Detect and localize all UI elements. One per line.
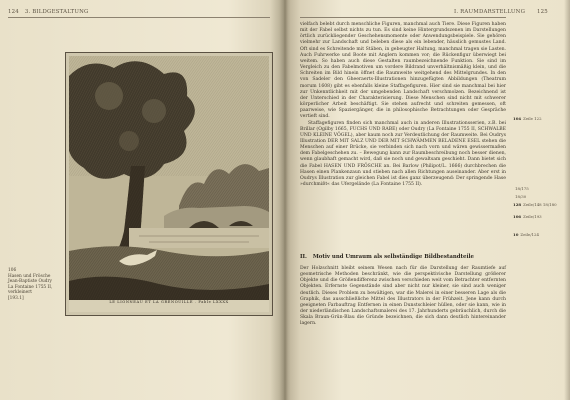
body-text (300, 22, 506, 188)
body-paragraph: vielfach belebt durch menschliche Figuren, manchmal auch Tiere. Diese Figuren haben mit der Fabel selbst nichts zu tun. Es sind keine Hintergrundszenen im Darstellungen örtlich zurückliegender Geschehensmomente oder Anwendungsbeispiele. Sie gehören vielmehr zur Landschaft und beleben diese als ein lebender, häuslich gemustes Land. Oft sind es Schreitende mit Stäben, in gebeugter Haltung, manchmal tragen sie Lasten. Auch Fuhrwerke und Boote mit Anglern kommen vor; die Rückenfigur überwiegt bei weitem. So haben auch diese Gestalten raumbezeichnende Funktion. Sie sind im Vergleich zu den Fabelmotiven um vordere Bildrand unverhältnismäßig klein, und die Schreiten im Bild hinein öffnet die Raumweite weitgehend des Mittelgrundes. In den von Sadeler den Gheeraerts-Illustrationen hinzugefügten Abbildungen (Theatrum morum 1608) gibt es ebenfalls kleine Staffagefiguren. Hier sind sie manchmal bei hier zur Unkenntlichkeit mit der umgebenden Landschaft verschmolzen. Bezeichnend ist der Unterschied in der Charakterisierung. Diese Menschen sind nicht mit schwerer körperlicher Arbeit beschäftigt. Sie stehen aufrecht und schreiten gemessen, oft paarweise, wie Spaziergänger, die in philosophische Betrachtungen oder Gespräche vertieft sind. (300, 22, 506, 120)
right-head-rule (300, 17, 506, 18)
section-heading (300, 254, 506, 260)
right-page (286, 0, 570, 400)
caption-line: Jean-Baptiste Oudry (8, 279, 52, 285)
right-running-title: I. RAUMDARSTELLUNG (454, 9, 526, 15)
right-running-head (454, 9, 552, 15)
caption-line: verkleinert (8, 290, 33, 296)
section-paragraph: Der Holzschnitt bleibt seinem Wesen nach für die Darstellung der Raumtiefe auf geometrische Methoden beschränkt, wie die perspektivische Darstellung größerer Objekte und die Größendifferenz zwischen verschieden weit vom Betrachter entfernten Objekten. Erfernste Gegenstände sind aber nicht nur kleiner, sie sind auch weniger deutlich. Dieses Problem zu bewältigen, war die Malerei in einer besseren Lage als die Graphik, das ausschließliche Mittel des Illustrators in der Frühzeit. Jene kann durch geeigneten Farbauftrag Entfernen in einen Dunstschleier hüllen, oder sie kann, wie in der niederländischen Landschaftsmalerei des 17. Jahrhunderts gebräuchlich, durch die Skala Braun-Grün-Blau die Gründe bezeichnen, die sich dann deutlich hintereinander lagern. (300, 266, 506, 327)
caption-line: La Fontaine 1755 II, (8, 284, 53, 290)
section-number: II. (300, 254, 307, 260)
caption-number: 106 (8, 268, 17, 273)
left-page (0, 0, 284, 400)
plate-title: LE LIONNEAU ET LA GRENOUILLE . Fable LXXXX (109, 300, 229, 304)
caption-line: [193.1] (8, 295, 24, 301)
margin-note: 128 Zeile/148 18/180 (513, 202, 557, 207)
margin-note: 18/30 (515, 194, 527, 199)
margin-note: 18/175 (515, 186, 529, 191)
margin-note: 104 Zeile 122 (513, 116, 542, 121)
left-running-head (8, 9, 89, 15)
margin-note: 106 Zeile/193 (513, 214, 542, 219)
engraving-plate (65, 52, 273, 316)
page-edge-shadow (564, 0, 570, 400)
left-head-rule (8, 17, 270, 18)
section-title: Motiv und Umraum als selbständige Bildbestandteile (312, 254, 474, 260)
figure-caption (8, 268, 64, 302)
left-page-number: 124 (8, 9, 19, 15)
margin-note: 10 Zeile/124 (513, 232, 539, 237)
left-running-title: 3. BILDGESTALTUNG (24, 9, 89, 15)
engraving-image (69, 56, 269, 312)
right-page-number: 125 (537, 9, 548, 15)
section-body (300, 266, 506, 328)
body-paragraph: Staffagefiguren finden sich manchmal auch in anderen Illustrationsserien, z.B. bei Brillar (Ogilby 1665, FUCHS UND RABE) oder Oudry (La Fontaine 1755 II, SCHWALBE UND KLEINE VÖGEL), aber kaum noch zur Verdeutlichung der Raumweite. Bei Oudrys Illustration DER MIT SALZ UND DER MIT SCHWÄMMEN BELADENE ESEL stehen die Menschen auf einer Brücke, sie verbinden sich nach vorn und wären gewissermaßen dem Fabelgeschehen zu. – Bewegung kann zur Raumbeschreibung noch besser dienen, wenn glaubhaft gemacht wird, daß sie noch und gewaltsam geschieht. Dann bietet sich die Fabel HASEN UND FRÖSCHE an. Bei Barlow (Philipot/L. 1666) durchbrechen die Hasen einen Plankenzaun und stieben nach allen Richtungen auseinander. Aber erst in Oudrys Illustration zur gleichen Fabel ist dies ganz überzeugend: Der springende Hase »durchmißt« das Ufergelände (La Fontaine 1755 II). (300, 120, 506, 188)
caption-line: Hasen und Frösche (8, 273, 51, 279)
